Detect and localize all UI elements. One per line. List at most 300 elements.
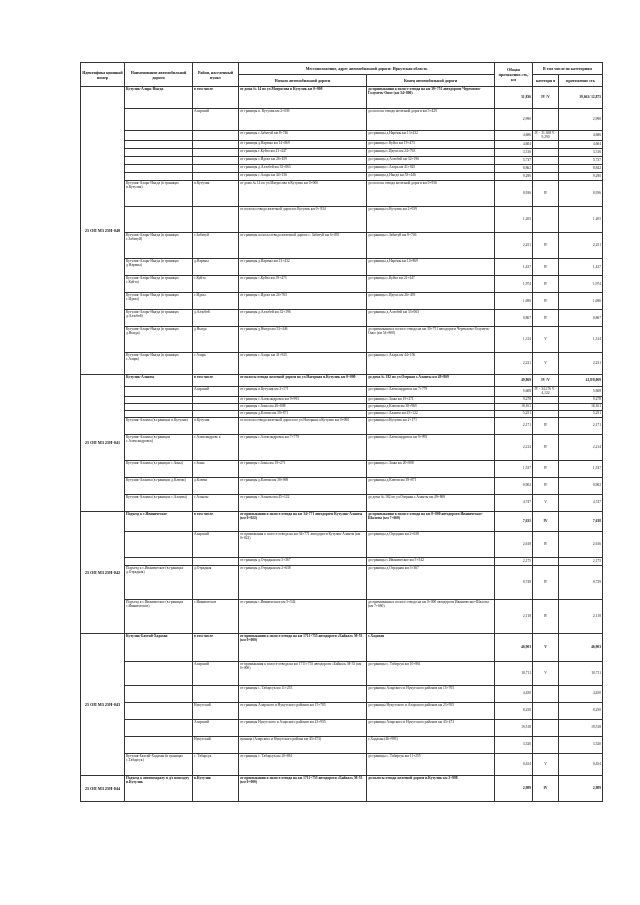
start-cell: от полосы отвода железной дороги по ул.Нагорная п.Кутулик км 0+000 — [239, 374, 367, 386]
district-cell — [193, 164, 239, 172]
road-name-cell: Подъезд к с.Иваническое (в границах с.Иваническое) — [125, 599, 193, 633]
end-cell: с.Хадахан (46+993) — [367, 736, 495, 753]
category-cell — [533, 403, 559, 410]
road-name-cell: Подъезд к с.Иваническое (в границах д.Отрадная) — [125, 565, 193, 599]
end-cell: до границы Нукутского и Аларского районов км 23+955 — [367, 702, 495, 719]
table-row — [81, 386, 603, 396]
end-cell: до примыкания к полосе отвода на км 0+000 автодороги Иваническое-Шалоты (км 7+660) — [367, 599, 495, 633]
end-cell: до примыкания к полосе отвода на км 30+751 автодороги Черемхово-Голуметь-Онот (км 54+800) — [367, 326, 495, 352]
cat-length-cell: 0,867 — [559, 309, 603, 326]
district-cell: Аларский — [193, 661, 239, 685]
start-cell: от границы с.Куйта км 21+447 — [239, 148, 367, 156]
cat-length-cell: 2,251 — [559, 232, 603, 258]
cat-length-cell: 2,990 — [559, 109, 603, 131]
category-cell — [533, 172, 559, 180]
road-name-cell: Кутулик-Аларь-Ныгда (в границах с.Идеал) — [125, 292, 193, 309]
start-cell: от границы п.Кутулик км 2+171 — [239, 386, 367, 396]
start-cell: от границы д.Нарены км 14+869 — [239, 140, 367, 148]
end-cell: до границы с.Куйта км 19+473 — [367, 140, 495, 148]
length-cell: 1,314 — [495, 326, 533, 352]
length-cell: 0,902 — [495, 477, 533, 494]
cat-length-cell: 10,711 — [559, 661, 603, 685]
start-cell: от границы с.Куйта км 19+473 — [239, 275, 367, 292]
header-category-group: В том числе по категориям — [533, 63, 603, 75]
district-cell: Нукутский — [193, 702, 239, 719]
district-cell: с.Иваническое — [193, 599, 239, 633]
cat-length-cell: 2,214 — [559, 434, 603, 460]
road-name-cell: Кутулик-Аланты (в границах п.Кутулик) — [125, 417, 193, 434]
table-row — [81, 494, 603, 511]
category-cell — [533, 702, 559, 719]
road-name-cell — [125, 531, 193, 557]
length-cell: 1,537 — [495, 460, 533, 477]
end-cell: до границы с.Зоны км 19+271 — [367, 396, 495, 403]
category-cell — [533, 156, 559, 164]
table-row — [81, 719, 603, 736]
category-cell: IV — [533, 309, 559, 326]
table-row — [81, 374, 603, 386]
end-cell: до полосы отвода железной дороги км 5+429 — [367, 109, 495, 131]
category-cell — [533, 396, 559, 403]
district-cell: п.Кутулик — [193, 180, 239, 206]
district-cell: Аларский — [193, 719, 239, 736]
category-cell: IV — [533, 775, 559, 801]
end-cell: до границы с.Куйта км 21+447 — [367, 275, 495, 292]
table-row — [81, 511, 603, 531]
length-cell: 5,608 — [495, 386, 533, 396]
cat-length-cell: 3,316 — [559, 148, 603, 156]
end-cell: до примыкания к полосе отвода на км 0+000 автодороги Иваническое-Шалоты (км 7+660) — [367, 511, 495, 531]
category-cell — [533, 206, 559, 232]
start-cell: от границы с.Александровск км 7+779 — [239, 434, 367, 460]
road-name-cell — [125, 386, 193, 396]
road-name-cell — [125, 410, 193, 417]
length-cell: 5,737 — [495, 156, 533, 164]
table-row — [81, 164, 603, 172]
district-cell — [193, 685, 239, 702]
table-header — [81, 63, 603, 87]
road-id-cell: 25 ОП МЗ 25Н-044 — [81, 775, 125, 801]
road-id-cell: 25 ОП МЗ 25Н-043 — [81, 633, 125, 775]
end-cell: до границы Аларского и Нукутского районов км 43+473 — [367, 719, 495, 736]
district-cell: д.Ключи — [193, 477, 239, 494]
category-cell — [533, 719, 559, 736]
table-row — [81, 460, 603, 477]
cat-length-cell: 41,8/8,069 — [559, 374, 603, 386]
start-cell: от границы с.Александровск км 9+993 — [239, 396, 367, 403]
length-cell: 5,251 — [495, 410, 533, 417]
end-cell: до полосы отвода железной дороги п.Кутулик км 2+988 — [367, 775, 495, 801]
header-length: Общая протяженно сть, км — [495, 63, 533, 87]
table-row — [81, 565, 603, 599]
end-cell: до границы д.Ныгда км 53+446 — [367, 172, 495, 180]
start-cell: от границы Аларского и Нукутского районов км 15+705 — [239, 702, 367, 719]
road-name-cell — [125, 736, 193, 753]
cat-length-cell: 1,314 — [559, 326, 603, 352]
district-cell — [193, 557, 239, 565]
road-name-cell: Кутулик-Аларь-Ныгда (в границах д.Алзобей) — [125, 309, 193, 326]
district-cell: с.Куйта — [193, 275, 239, 292]
length-cell: 4,450 — [495, 685, 533, 702]
category-cell: IV — [533, 511, 559, 531]
length-cell: 2,175 — [495, 557, 533, 565]
table-row — [81, 131, 603, 141]
road-name-cell — [125, 140, 193, 148]
header-category: категори я — [533, 75, 559, 87]
length-cell: 0,936 — [495, 180, 533, 206]
table-row — [81, 326, 603, 352]
start-cell: от границы с.Аланты км 45+122 — [239, 494, 367, 511]
cat-length-cell: 18,161 — [559, 403, 603, 410]
district-cell — [193, 396, 239, 403]
road-name-cell — [125, 403, 193, 410]
cat-length-cell: 1,205 — [559, 206, 603, 232]
length-cell: 49,869 — [495, 374, 533, 386]
category-cell: IV /V — [533, 374, 559, 386]
road-name-cell: Кутулик-Аларь-Ныгда (в границах с.Забитуй) — [125, 232, 193, 258]
category-cell: V — [533, 661, 559, 685]
road-name-cell: Кутулик-Аланты — [125, 374, 193, 386]
category-cell — [533, 410, 559, 417]
end-cell: до границы с.Александровск км 7+779 — [367, 386, 495, 396]
district-cell: с.Аларь — [193, 352, 239, 374]
end-cell: до примыкания к полосе отвода на км 30+751 автодороги Черемхово-Голуметь-Онот (км 54+800) — [367, 87, 495, 109]
header-start: Начало автомобильной дороги — [239, 75, 367, 87]
header-name: Наименование автомобильной дороги — [125, 63, 193, 87]
district-cell — [193, 403, 239, 410]
road-name-cell — [125, 109, 193, 131]
start-cell: от примыкания к полосе отвода на км 1711+755 автодороги «Байкал» М-53 (км 0+000) — [239, 661, 367, 685]
length-cell: 2,618 — [495, 531, 533, 557]
table-row — [81, 275, 603, 292]
category-cell: V — [533, 494, 559, 511]
cat-length-cell: 9,278 — [559, 396, 603, 403]
district-cell: с.Зоны — [193, 460, 239, 477]
end-cell: до границы с. Табарсук км 10+861 — [367, 661, 495, 685]
length-cell: 18,161 — [495, 403, 533, 410]
end-cell: до границы д.Нарены км 14+869 — [367, 258, 495, 275]
district-cell — [193, 156, 239, 164]
length-cell: 2,214 — [495, 434, 533, 460]
cat-length-cell: 2,231 — [559, 352, 603, 374]
cat-length-cell: 1,974 — [559, 275, 603, 292]
cat-length-cell: 3,520 — [559, 736, 603, 753]
length-cell: 4,747 — [495, 494, 533, 511]
road-name-cell — [125, 156, 193, 164]
cat-length-cell: 4,747 — [559, 494, 603, 511]
cat-length-cell: 7,638 — [559, 511, 603, 531]
end-cell: до границы д.Отрадная км 2+638 — [367, 531, 495, 557]
category-cell: IV — [533, 417, 559, 434]
start-cell: от границы с.Зоны км 20+808 — [239, 403, 367, 410]
end-cell: до полосы отвода железной дороги км 0+936 — [367, 180, 495, 206]
district-cell: с.Аланты — [193, 494, 239, 511]
table-row — [81, 206, 603, 232]
table-row — [81, 87, 603, 109]
table-row — [81, 599, 603, 633]
district-cell: с.Идеал — [193, 292, 239, 309]
district-cell: п.Кутулик — [193, 775, 239, 801]
cat-length-cell: 1,537 — [559, 460, 603, 477]
table-row — [81, 685, 603, 702]
table-body — [81, 87, 603, 802]
category-cell: V — [533, 352, 559, 374]
district-cell — [193, 172, 239, 180]
end-cell: до дома № 182 по ул.Озерная с.Аланты км 49+869 — [367, 494, 495, 511]
category-cell — [533, 109, 559, 131]
road-name-cell — [125, 131, 193, 141]
table-row — [81, 477, 603, 494]
length-cell: 2,118 — [495, 599, 533, 633]
category-cell: IV — [533, 460, 559, 477]
category-cell: IV - 34,176 V - 4,122 — [534, 386, 557, 396]
length-cell: 2,171 — [495, 417, 533, 434]
end-cell: с.Хадахан — [367, 633, 495, 661]
road-name-cell: Кутулик-Аларь-Ныгда (в границах п.Кутулик) — [125, 180, 193, 206]
start-cell: от границы с.Забитуй км 8+746 — [239, 131, 367, 141]
end-cell: до границы п.Кутулик км 2+039 — [367, 206, 495, 232]
length-cell: 10,711 — [495, 661, 533, 685]
start-cell: от границы п. Кутулик км 2+039 — [239, 109, 367, 131]
cat-length-cell: 4,686 — [559, 131, 603, 141]
table-row — [81, 753, 603, 775]
table-row — [81, 410, 603, 417]
end-cell: до границы с. Табарсук км 11+255 — [367, 753, 495, 775]
header-district: Район, населенный пункт — [193, 63, 239, 87]
category-cell: IV — [533, 292, 559, 309]
cat-length-cell: 39,661/ 12,875 — [559, 87, 603, 109]
table-row — [81, 180, 603, 206]
road-name-cell: Кутулик-Аланты (в границах с.Аланты) — [125, 494, 193, 511]
road-name-cell — [125, 719, 193, 736]
category-cell — [533, 140, 559, 148]
district-cell: д.Нарены — [193, 258, 239, 275]
length-cell: 1,696 — [495, 292, 533, 309]
category-cell: IV — [533, 599, 559, 633]
district-cell: д.Алзобей — [193, 309, 239, 326]
start-cell: от границы д.Ключи км 39+871 — [239, 410, 367, 417]
cat-length-cell: 19,518 — [559, 719, 603, 736]
cat-length-cell: 2,616 — [559, 531, 603, 557]
length-cell: 46,903 — [495, 633, 533, 661]
start-cell: от полосы отвода железной дороги п.Кутулик км 0+ 834 — [239, 206, 367, 232]
start-cell: от границы д.Нарены км 13+432 — [239, 258, 367, 275]
header-id: Идентифика ционный номер — [81, 63, 125, 87]
end-cell: до границы с.Идеал км 24+763 — [367, 148, 495, 156]
district-cell: в том числе — [193, 87, 239, 109]
category-cell — [533, 736, 559, 753]
road-name-cell: Кутулик-Аларь-Ныгда — [125, 87, 193, 109]
end-cell: до границы с.Аларь км 41+925 — [367, 164, 495, 172]
district-cell: в том числе — [193, 633, 239, 661]
category-cell — [533, 164, 559, 172]
cat-length-cell: 1,437 — [559, 258, 603, 275]
cat-length-cell: 0,454 — [559, 753, 603, 775]
district-cell — [193, 410, 239, 417]
end-cell: до дома № 182 по ул.Озерная с.Аланты км 49+869 — [367, 374, 495, 386]
category-cell: V — [533, 326, 559, 352]
category-cell: IV - 31,368 V - 9,290 — [534, 131, 557, 140]
cat-length-cell: 2,118 — [559, 599, 603, 633]
district-cell — [193, 206, 239, 232]
start-cell: от границы д.Ключи км 38+969 — [239, 477, 367, 494]
category-cell: IV — [533, 232, 559, 258]
end-cell: до границы д.Ключи км 38+969 — [367, 403, 495, 410]
length-cell: 0,729 — [495, 565, 533, 599]
category-cell: IV — [533, 565, 559, 599]
end-cell: до границы с.Забитуй км 8+746 — [367, 232, 495, 258]
category-cell: IV /V — [533, 87, 559, 109]
start-cell: от границы с.Аларь км 41+925 — [239, 352, 367, 374]
district-cell: Аларский — [193, 531, 239, 557]
district-cell: Аларский — [193, 386, 239, 396]
category-cell: IV — [533, 531, 559, 557]
length-cell: 2,251 — [495, 232, 533, 258]
header-end: Конец автомобильной дороги — [367, 75, 495, 87]
start-cell: от границы с.Идеал км 26+459 — [239, 156, 367, 164]
cat-length-cell: 9,290 — [559, 172, 603, 180]
district-cell: с.Забитуй — [193, 232, 239, 258]
start-cell: от границы д.Отрадная км 2+638 — [239, 565, 367, 599]
road-name-cell: Кутулик-Бахтай-Хадахан (в границах с.Табарсук) — [125, 753, 193, 775]
road-name-cell: Кутулик-Аланты (в границах д.Ключи) — [125, 477, 193, 494]
table-row — [81, 232, 603, 258]
roads-table — [80, 62, 603, 802]
road-name-cell: Кутулик-Аларь-Ныгда (в границах с.Куйта) — [125, 275, 193, 292]
district-cell: в том числе — [193, 511, 239, 531]
road-name-cell — [125, 206, 193, 232]
category-cell — [533, 557, 559, 565]
end-cell: до границы с.Александровск км 9+993 — [367, 434, 495, 460]
header-location: Местоположение, адрес автомобильной дороги: Иркутская область — [239, 63, 495, 75]
start-cell: от границы д.Отрадная км 3+367 — [239, 557, 367, 565]
category-cell: IV — [533, 477, 559, 494]
road-name-cell — [125, 164, 193, 172]
cat-length-cell: 46,903 — [559, 633, 603, 661]
start-cell: от границы с. Табарсук км 11+255 — [239, 685, 367, 702]
end-cell: до границы с.Аланты км 45+122 — [367, 410, 495, 417]
start-cell: от границы с.Иваническое км 5+542 — [239, 599, 367, 633]
table-row — [81, 557, 603, 565]
category-cell: IV — [533, 258, 559, 275]
road-id-cell: 25 ОП МЗ 25Н-042 — [81, 511, 125, 633]
length-cell: 9,290 — [495, 172, 533, 180]
start-cell: от границы с.Зоны км 19+271 — [239, 460, 367, 477]
table-row — [81, 417, 603, 434]
cat-length-cell: 0,936 — [559, 180, 603, 206]
length-cell: 9,278 — [495, 396, 533, 403]
district-cell: Нукутский — [193, 736, 239, 753]
table-row — [81, 148, 603, 156]
length-cell: 2,231 — [495, 352, 533, 374]
table-row — [81, 156, 603, 164]
road-name-cell — [125, 702, 193, 719]
cat-length-cell: 4,604 — [559, 140, 603, 148]
start-cell: граница (Аларского и Нукутского района км 43+473) — [239, 736, 367, 753]
cat-length-cell: 4,450 — [559, 685, 603, 702]
end-cell: до границы с.Зоны км 20+808 — [367, 460, 495, 477]
table-row — [81, 352, 603, 374]
cat-length-cell: 5,608 — [559, 386, 603, 396]
length-cell: 2,990 — [495, 109, 533, 131]
district-cell: Аларский — [193, 109, 239, 131]
start-cell: от дома № 14 по ул.Матросова в Кутулик км 0+000 — [239, 180, 367, 206]
end-cell: до границы с.Идеал км 26+459 — [367, 292, 495, 309]
category-cell: IV — [533, 275, 559, 292]
length-cell: 3,316 — [495, 148, 533, 156]
district-cell — [193, 148, 239, 156]
header-cat-length: протяженно сть — [559, 75, 603, 87]
district-cell: с. Табарсук — [193, 753, 239, 775]
start-cell: от примыкания к полосе отвода на км 34+771 автодороги Кутулик-Аланты (км 0+022) — [239, 511, 367, 531]
table-row — [81, 633, 603, 661]
end-cell: до границы д.Алзобей км 32+196 — [367, 156, 495, 164]
road-name-cell — [125, 661, 193, 685]
length-cell: 51,836 — [495, 87, 533, 109]
cat-length-cell: 2,171 — [559, 417, 603, 434]
district-cell: д.Ныгда — [193, 326, 239, 352]
start-cell: от границы Нукутского и Аларского районов км 23+955 — [239, 719, 367, 736]
table-row — [81, 702, 603, 719]
table-row — [81, 775, 603, 801]
start-cell: от границы д.Ныгда км 53+446 — [239, 326, 367, 352]
road-name-cell: Кутулик-Аларь-Ныгда (в границах д.Нарены) — [125, 258, 193, 275]
end-cell: до границы д.Ключи км 39+871 — [367, 477, 495, 494]
length-cell: 8,250 — [495, 702, 533, 719]
road-id-cell: 25 ОП МЗ 25Н-041 — [81, 374, 125, 511]
start-cell: от границы с.Аларь км 44+156 — [239, 172, 367, 180]
start-cell: от примыкания к полосе отвода на км 1711+755 автодороги «Байкал» М-53 (км 0+000) — [239, 633, 367, 661]
table-row — [81, 309, 603, 326]
table-row — [81, 109, 603, 131]
length-cell: 3,520 — [495, 736, 533, 753]
road-name-cell: Кутулик-Аларь-Ныгда (в границах д.Ныгда) — [125, 326, 193, 352]
road-name-cell: Кутулик-Аларь-Ныгда (в границах с.Аларь) — [125, 352, 193, 374]
cat-length-cell: 2,989 — [559, 775, 603, 801]
category-cell: V — [533, 633, 559, 661]
road-name-cell: Подъезд к автопохоралу в д/з пожгадту п.Кутулик — [125, 775, 193, 801]
district-cell: п.Кутулик — [193, 417, 239, 434]
table-row — [81, 434, 603, 460]
start-cell: от примыкания к полосе отвода на км 34+771 автодороги Кутулик-Аланты (км 0+022) — [239, 531, 367, 557]
table-row — [81, 396, 603, 403]
road-name-cell — [125, 396, 193, 403]
table-row — [81, 531, 603, 557]
start-cell: от границы полосы отвода железной дороги с. Забитуй км 6+495 — [239, 232, 367, 258]
category-cell — [533, 685, 559, 702]
cat-length-cell: 1,696 — [559, 292, 603, 309]
start-cell: от границы с.Идеал км 24+763 — [239, 292, 367, 309]
end-cell: до границы п.Кутулик км 2+171 — [367, 417, 495, 434]
end-cell: до границы д.Отрадная км 3+367 — [367, 565, 495, 599]
table-row — [81, 403, 603, 410]
road-name-cell — [125, 685, 193, 702]
table-row — [81, 258, 603, 275]
road-name-cell: Кутулик-Аланты (в границах с.Александровск) — [125, 434, 193, 460]
start-cell: от границы д.Алзобей км 32+196 — [239, 309, 367, 326]
length-cell: 4,686 — [495, 131, 533, 141]
start-cell: от полосы отвода железной дороги по ул.Нагорная п.Кутулик км 0+000 — [239, 417, 367, 434]
district-cell: в том числе — [193, 374, 239, 386]
road-name-cell — [125, 172, 193, 180]
length-cell: 1,437 — [495, 258, 533, 275]
district-cell: с.Александровс к — [193, 434, 239, 460]
category-cell: IV — [533, 180, 559, 206]
category-cell — [533, 148, 559, 156]
length-cell: 8,862 — [495, 164, 533, 172]
cat-length-cell: 5,251 — [559, 410, 603, 417]
table-row — [81, 736, 603, 753]
